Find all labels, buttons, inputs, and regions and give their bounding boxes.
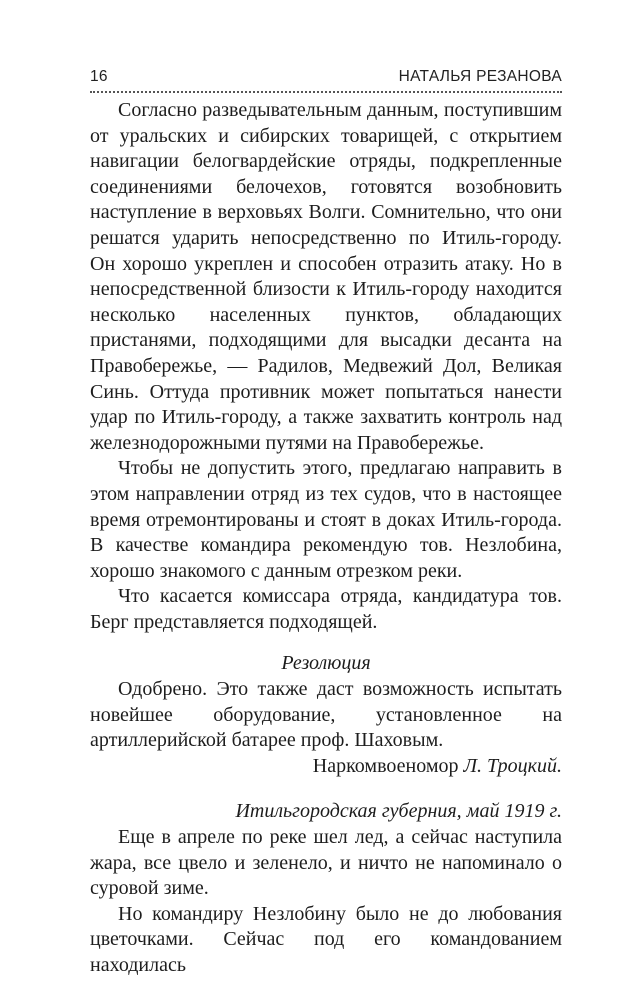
page-number: 16 xyxy=(90,68,108,85)
paragraph: Но командиру Незлобину было не до любования цветочками. Сейчас под его командованием находилась xyxy=(90,902,562,976)
signature-title: Наркомвоеномор xyxy=(312,754,459,777)
paragraph: Согласно разведывательным данным, поступившим от уральских и сибирских товарищей, с открытием навигации белогвардейские отряды, подкрепленные соединениями белочехов, готовятся возобновить наступление в верховьях Волги. Сомнительно, что они решатся ударить непосредственно по Итиль-городу. Он хорошо укреплен и способен отразить атаку. Но в непосредственной близости к Итиль-городу находится несколько населенных пунктов, обладающих пристанями, подходящими для высадки десанта на Правобережье, — Радилов, Медвежий Дол, Великая Синь. Оттуда противник может попытаться нанести удар по Итиль-городу, а также захватить контроль над железнодорожными путями на Правобережье. xyxy=(90,99,562,454)
paragraph: Чтобы не допустить этого, предлагаю направить в этом направлении отряд из тех судов, что в настоящее время отремонтированы и стоят в доках Итиль-города. В качестве командира рекомендую тов. Незлобина, хорошо знакомого с данным отрезком реки. xyxy=(90,457,562,582)
signature-name: Л. Троцкий. xyxy=(463,754,562,777)
paragraph: Что касается комиссара отряда, кандидатура тов. Берг представляется подходящей. xyxy=(90,585,562,633)
resolution-text: Одобрено. Это также даст возможность испытать новейшее оборудование, установленное на артиллерийской батарее проф. Шаховым. xyxy=(90,678,562,752)
signature xyxy=(90,754,562,780)
author-name: НАТАЛЬЯ РЕЗАНОВА xyxy=(398,68,562,85)
page-text xyxy=(90,98,562,979)
resolution-heading: Резолюция xyxy=(281,652,371,675)
running-header xyxy=(90,68,562,86)
place-date-heading: Итильгородская губерния, май 1919 г. xyxy=(235,800,562,823)
paragraph: Еще в апреле по реке шел лед, а сейчас наступила жара, все цвело и зеленело, и ничто не напоминало о суровой зиме. xyxy=(90,826,562,900)
header-divider xyxy=(90,91,562,93)
